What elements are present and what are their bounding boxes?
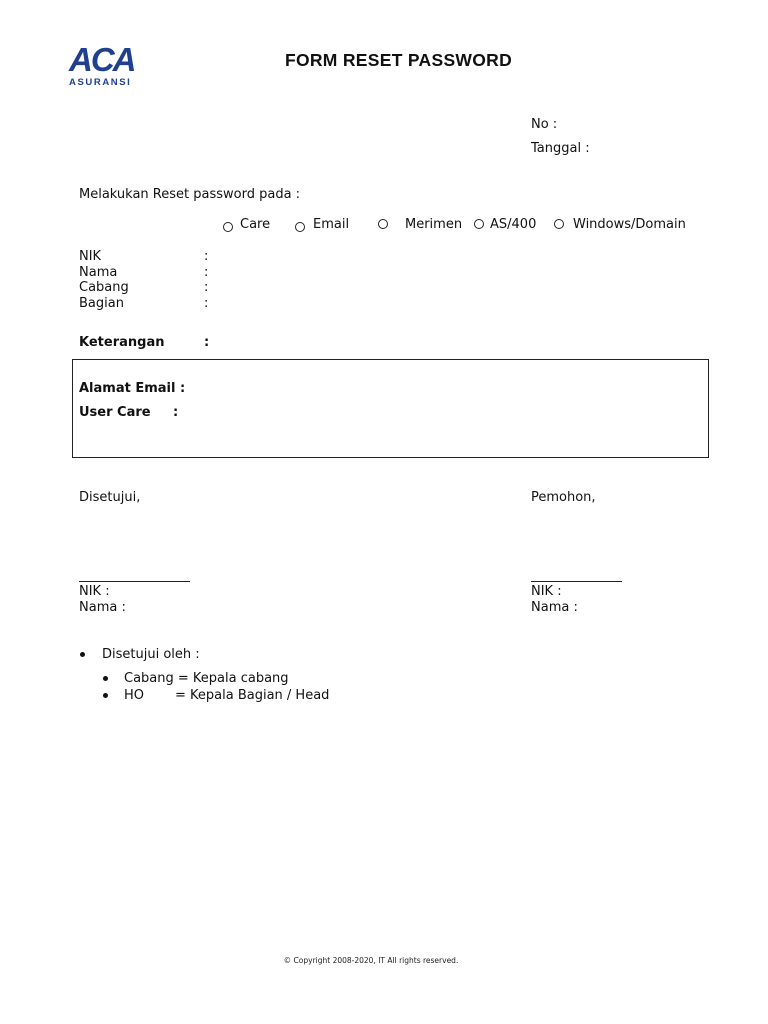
note-cabang: Cabang = Kepala cabang [124, 671, 289, 686]
signature-line-approver [79, 581, 190, 582]
bullet-icon [80, 652, 85, 657]
note-ho-value: = Kepala Bagian / Head [175, 688, 330, 703]
keterangan-label: Keterangan [79, 335, 165, 350]
note-ho-key: HO [124, 688, 145, 703]
bullet-icon [103, 676, 108, 681]
notes-heading: Disetujui oleh : [102, 647, 200, 662]
user-care-label: User Care [79, 405, 151, 420]
form-title: FORM RESET PASSWORD [284, 50, 513, 70]
cabang-label: Cabang [79, 280, 129, 295]
copyright-footer: © Copyright 2008-2020, IT All rights reserved. [283, 956, 459, 965]
nama-colon: : [204, 265, 209, 280]
user-care-colon: : [173, 405, 179, 420]
approver-nik-label: NIK : [79, 584, 110, 599]
radio-windows-domain[interactable] [554, 219, 564, 229]
radio-merimen[interactable] [378, 219, 388, 229]
bagian-label: Bagian [79, 296, 124, 311]
option-as400-label: AS/400 [490, 217, 537, 232]
logo-asuransi: ASURANSI [69, 77, 132, 88]
radio-care[interactable] [223, 222, 233, 232]
logo-aca: ACA [69, 41, 135, 78]
cabang-colon: : [204, 280, 209, 295]
tanggal-label: Tanggal : [531, 141, 590, 156]
option-email-label: Email [313, 217, 350, 232]
bagian-colon: : [204, 296, 209, 311]
pemohon-title: Pemohon, [531, 490, 596, 505]
keterangan-colon: : [204, 335, 210, 350]
radio-email[interactable] [295, 222, 305, 232]
requester-nik-label: NIK : [531, 584, 562, 599]
alamat-email-label: Alamat Email : [79, 381, 186, 396]
option-windows-domain-label: Windows/Domain [573, 217, 686, 232]
option-care-label: Care [240, 217, 271, 232]
keterangan-box[interactable] [72, 359, 709, 458]
disetujui-title: Disetujui, [79, 490, 141, 505]
signature-line-requester [531, 581, 622, 582]
nama-label: Nama [79, 265, 118, 280]
radio-as400[interactable] [474, 219, 484, 229]
approver-nama-label: Nama : [79, 600, 126, 615]
requester-nama-label: Nama : [531, 600, 578, 615]
option-merimen-label: Merimen [405, 217, 463, 232]
nik-label: NIK [79, 249, 102, 264]
no-label: No : [531, 117, 558, 132]
nik-colon: : [204, 249, 209, 264]
bullet-icon [103, 693, 108, 698]
reset-prompt: Melakukan Reset password pada : [79, 187, 301, 202]
